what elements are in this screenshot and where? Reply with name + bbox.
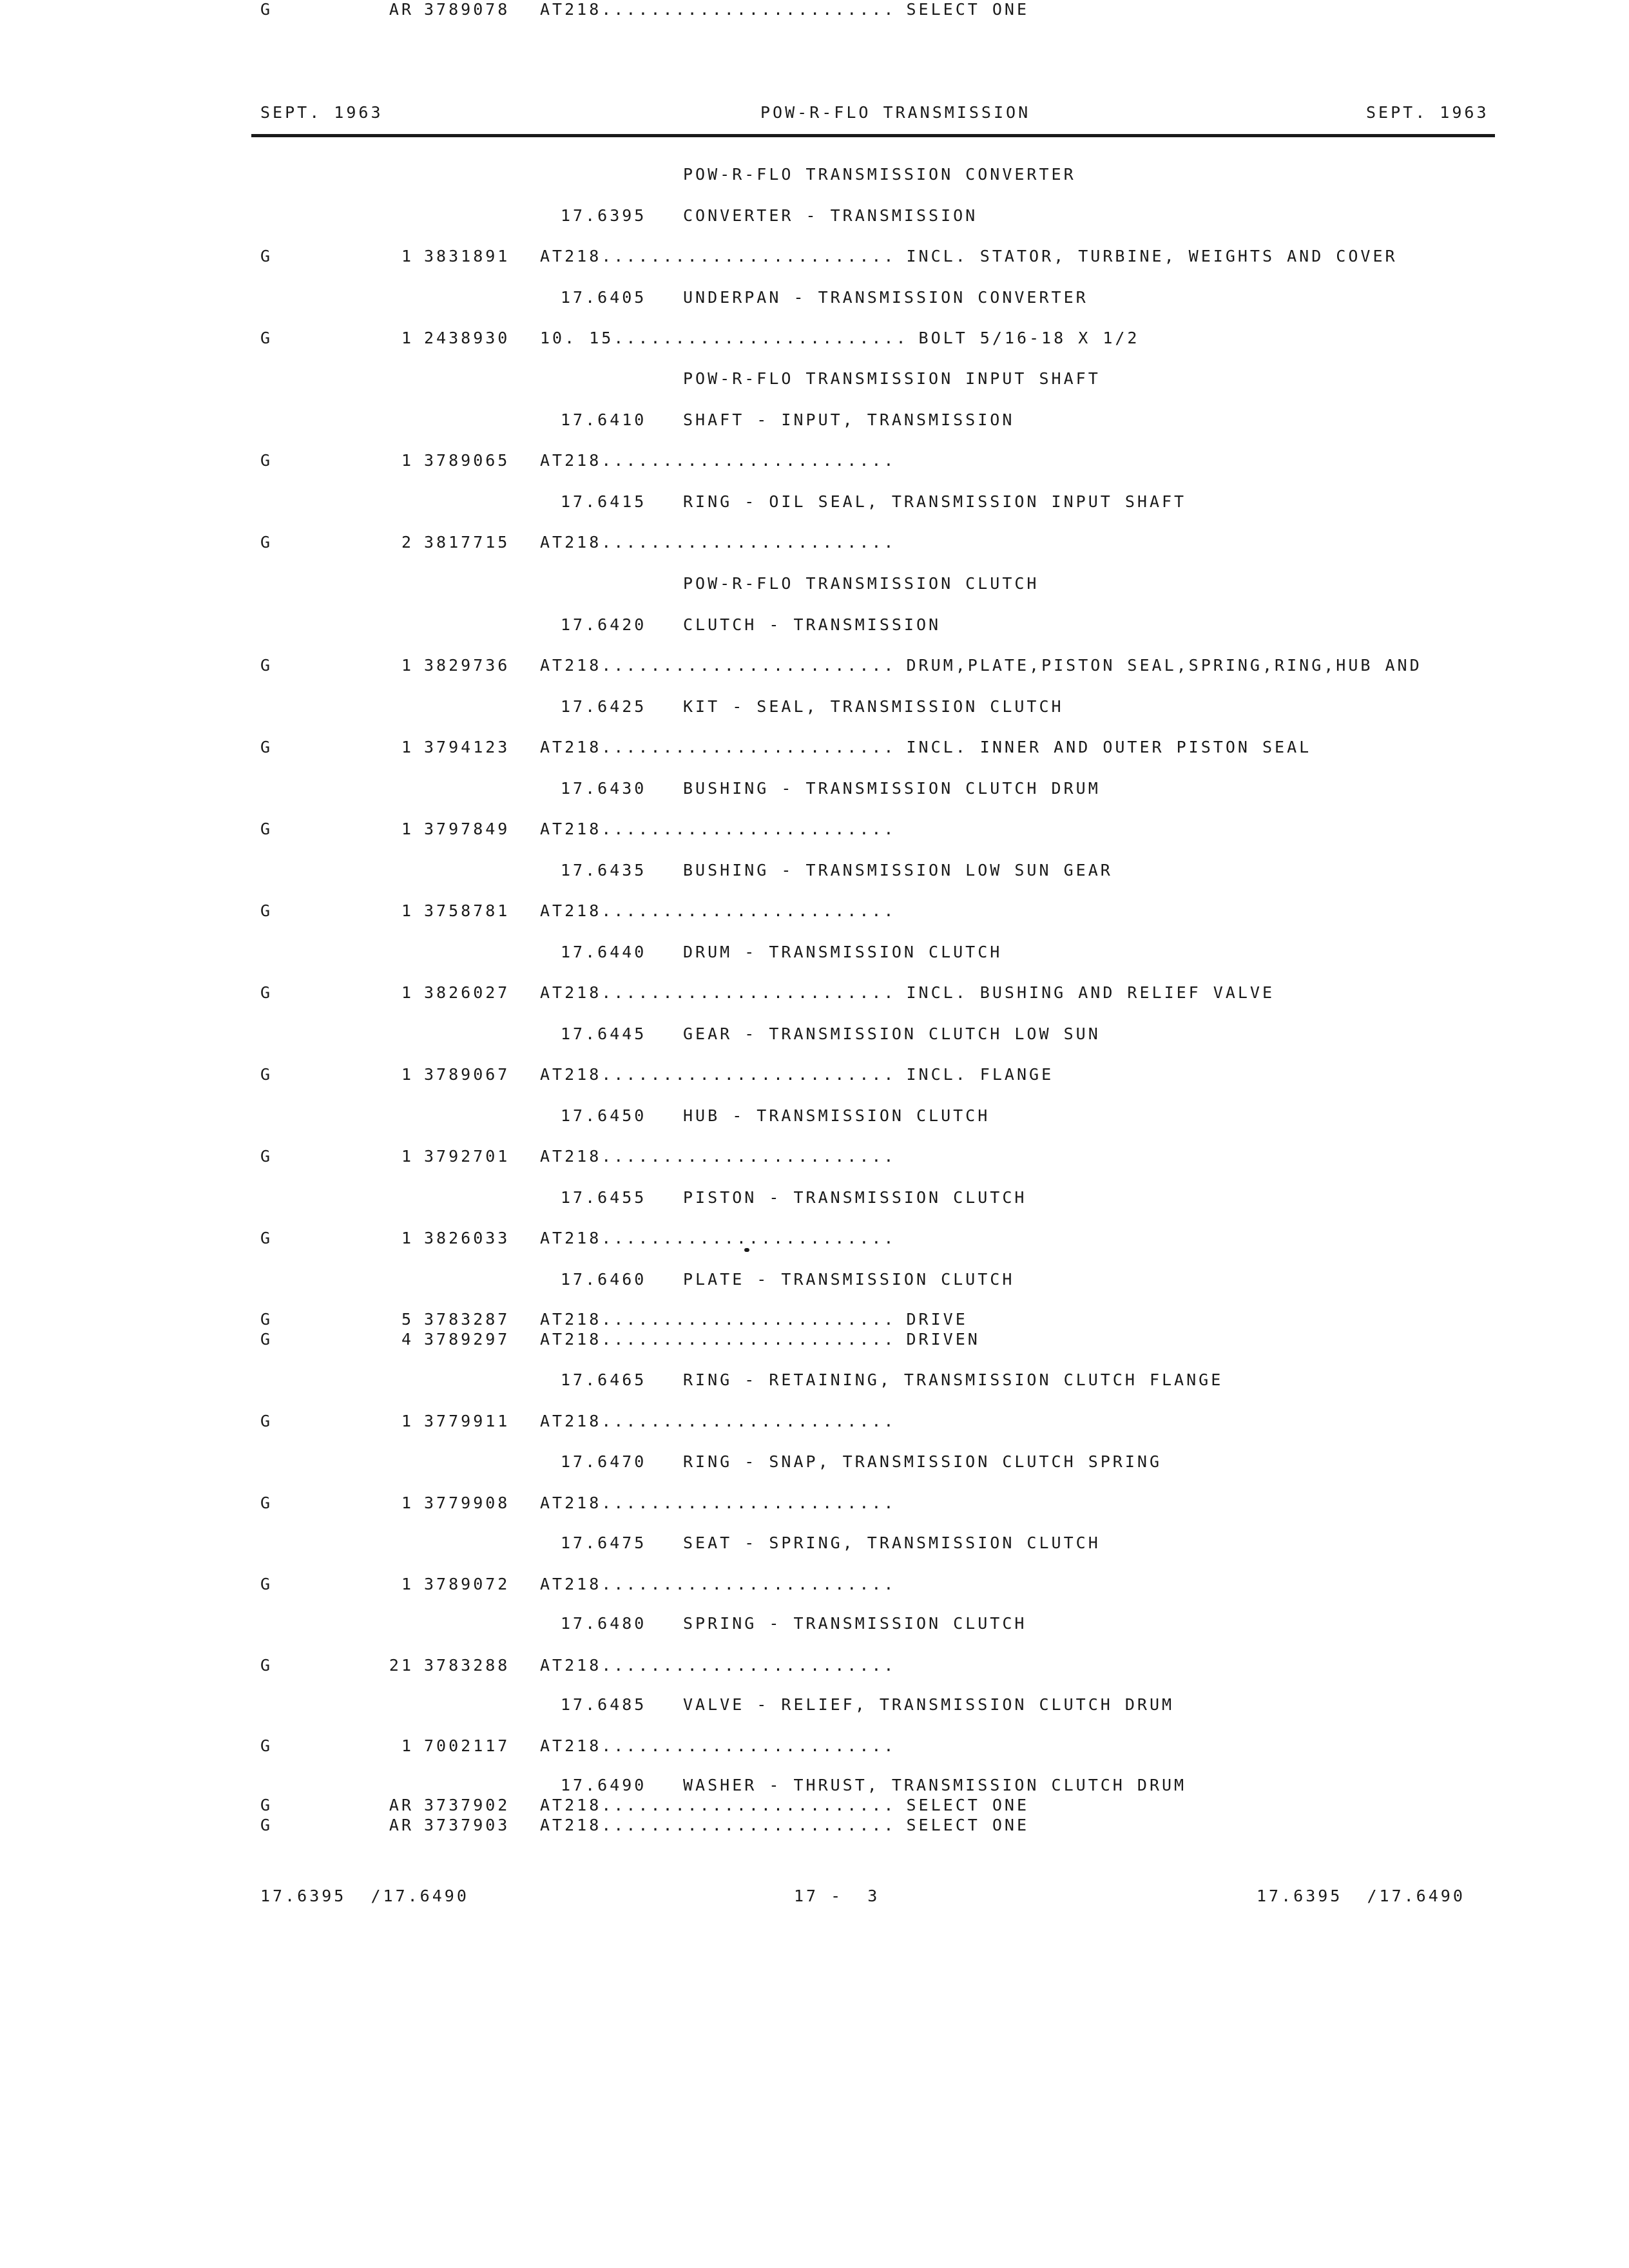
source-code: G bbox=[260, 983, 273, 1002]
group-title: SPRING - TRANSMISSION CLUTCH bbox=[683, 1614, 1027, 1633]
model-code: AT218........................ bbox=[540, 451, 896, 470]
part-quantity: 1 bbox=[401, 329, 414, 347]
source-code: G bbox=[260, 1494, 273, 1512]
group-heading bbox=[561, 615, 941, 635]
part-quantity: 21 bbox=[389, 1656, 414, 1675]
model-code: AT218........................ bbox=[540, 1736, 896, 1755]
group-title: DRUM - TRANSMISSION CLUTCH bbox=[683, 943, 1003, 961]
part-number: 3783287 bbox=[424, 1310, 510, 1329]
part-description: SELECT ONE bbox=[906, 0, 1030, 19]
part-number: 3826033 bbox=[424, 1229, 510, 1247]
header-date-right: SEPT. 1963 bbox=[1366, 103, 1489, 122]
section-title: POW-R-FLO TRANSMISSION CLUTCH bbox=[683, 574, 1039, 593]
part-description: BOLT 5/16-18 X 1/2 bbox=[918, 329, 1140, 347]
part-row bbox=[367, 1412, 907, 1431]
model-code: AT218........................ bbox=[540, 656, 896, 675]
group-title: WASHER - THRUST, TRANSMISSION CLUTCH DRUM bbox=[683, 1776, 1187, 1794]
group-title: GEAR - TRANSMISSION CLUTCH LOW SUN bbox=[683, 1024, 1101, 1043]
group-number: 17.6440 bbox=[561, 943, 647, 961]
group-heading bbox=[561, 1270, 1014, 1289]
part-row bbox=[367, 247, 1398, 266]
group-title: PLATE - TRANSMISSION CLUTCH bbox=[683, 1270, 1015, 1289]
part-quantity: 1 bbox=[401, 1494, 414, 1512]
part-description: INCL. INNER AND OUTER PISTON SEAL bbox=[906, 738, 1312, 756]
part-description: SELECT ONE bbox=[906, 1816, 1030, 1834]
group-title: SEAT - SPRING, TRANSMISSION CLUTCH bbox=[683, 1533, 1101, 1552]
source-code: G bbox=[260, 1330, 273, 1349]
part-number: 3737903 bbox=[424, 1816, 510, 1834]
group-number: 17.6395 bbox=[561, 206, 647, 225]
model-code: AT218........................ bbox=[540, 1494, 896, 1512]
model-code: AT218........................ bbox=[540, 533, 896, 552]
group-heading bbox=[561, 779, 1101, 798]
part-number: 3783288 bbox=[424, 1656, 510, 1675]
source-code: G bbox=[260, 656, 273, 675]
model-code: AT218........................ bbox=[540, 1229, 896, 1247]
part-quantity: 1 bbox=[401, 820, 414, 838]
part-row bbox=[367, 1147, 907, 1166]
part-quantity: 2 bbox=[401, 533, 414, 552]
part-number: 3737902 bbox=[424, 1796, 510, 1814]
group-number: 17.6425 bbox=[561, 697, 647, 716]
model-code: AT218........................ bbox=[540, 1310, 896, 1329]
group-number: 17.6405 bbox=[561, 288, 647, 307]
group-heading bbox=[561, 206, 978, 226]
part-quantity: 1 bbox=[401, 1065, 414, 1084]
part-row bbox=[367, 1330, 980, 1349]
group-title: UNDERPAN - TRANSMISSION CONVERTER bbox=[683, 288, 1088, 307]
part-number: 3829736 bbox=[424, 656, 510, 675]
header-date-left: SEPT. 1963 bbox=[260, 103, 383, 122]
part-quantity: AR bbox=[389, 1816, 414, 1834]
source-code: G bbox=[260, 1310, 273, 1329]
group-title: CLUTCH - TRANSMISSION bbox=[683, 615, 941, 634]
model-code: AT218........................ bbox=[540, 901, 896, 920]
part-quantity: AR bbox=[389, 1796, 414, 1814]
part-number: 3797849 bbox=[424, 820, 510, 838]
group-title: CONVERTER - TRANSMISSION bbox=[683, 206, 978, 225]
part-number: 3758781 bbox=[424, 901, 510, 920]
part-row bbox=[367, 1229, 907, 1248]
part-row bbox=[367, 1816, 1029, 1835]
group-heading bbox=[561, 288, 1088, 307]
group-number: 17.6485 bbox=[561, 1695, 647, 1714]
group-heading bbox=[561, 492, 1186, 512]
part-row bbox=[367, 1575, 907, 1594]
part-quantity: 1 bbox=[401, 1736, 414, 1755]
group-title: BUSHING - TRANSMISSION LOW SUN GEAR bbox=[683, 861, 1113, 879]
footer-page-number: 17 - 3 bbox=[794, 1887, 880, 1905]
model-code: AT218........................ bbox=[540, 0, 896, 19]
part-number: 3779908 bbox=[424, 1494, 510, 1512]
group-number: 17.6415 bbox=[561, 492, 647, 511]
part-number: 3789065 bbox=[424, 451, 510, 470]
part-row bbox=[367, 1736, 907, 1756]
group-number: 17.6420 bbox=[561, 615, 647, 634]
part-row bbox=[367, 1310, 968, 1329]
model-code: AT218........................ bbox=[540, 983, 896, 1002]
part-description: SELECT ONE bbox=[906, 1796, 1030, 1814]
group-number: 17.6445 bbox=[561, 1024, 647, 1043]
model-code: AT218........................ bbox=[540, 1816, 896, 1834]
part-number: 3789072 bbox=[424, 1575, 510, 1593]
part-number: 3792701 bbox=[424, 1147, 510, 1166]
part-row bbox=[367, 983, 1275, 1003]
print-speck bbox=[744, 1248, 749, 1252]
group-number: 17.6470 bbox=[561, 1452, 647, 1471]
footer-range-right: 17.6395 /17.6490 bbox=[1257, 1887, 1465, 1905]
part-number: 3789067 bbox=[424, 1065, 510, 1084]
group-number: 17.6430 bbox=[561, 779, 647, 798]
source-code: G bbox=[260, 820, 273, 838]
group-heading bbox=[561, 1024, 1101, 1044]
group-heading bbox=[561, 1188, 1027, 1207]
model-code: AT218........................ bbox=[540, 1147, 896, 1166]
part-quantity: 1 bbox=[401, 901, 414, 920]
group-number: 17.6435 bbox=[561, 861, 647, 879]
group-number: 17.6465 bbox=[561, 1370, 647, 1389]
group-title: RING - OIL SEAL, TRANSMISSION INPUT SHAFT bbox=[683, 492, 1187, 511]
part-row bbox=[367, 329, 1139, 348]
part-row bbox=[367, 1656, 907, 1675]
source-code: G bbox=[260, 1575, 273, 1593]
part-quantity: 1 bbox=[401, 738, 414, 756]
part-description: INCL. BUSHING AND RELIEF VALVE bbox=[906, 983, 1275, 1002]
part-quantity: 4 bbox=[401, 1330, 414, 1349]
source-code: G bbox=[260, 329, 273, 347]
group-number: 17.6410 bbox=[561, 410, 647, 429]
source-code: G bbox=[260, 533, 273, 552]
part-number: 3779911 bbox=[424, 1412, 510, 1430]
group-heading bbox=[561, 697, 1064, 716]
part-row bbox=[367, 1065, 1054, 1084]
model-code: AT218........................ bbox=[540, 1330, 896, 1349]
group-heading bbox=[561, 1370, 1223, 1390]
part-number: 3794123 bbox=[424, 738, 510, 756]
part-description: INCL. STATOR, TURBINE, WEIGHTS AND COVER bbox=[906, 247, 1398, 265]
model-code: AT218........................ bbox=[540, 1575, 896, 1593]
part-description: DRIVE bbox=[906, 1310, 968, 1329]
part-row bbox=[367, 451, 907, 470]
group-title: HUB - TRANSMISSION CLUTCH bbox=[683, 1106, 990, 1125]
model-code: AT218........................ bbox=[540, 820, 896, 838]
source-code: G bbox=[260, 901, 273, 920]
part-description: INCL. FLANGE bbox=[906, 1065, 1054, 1084]
group-title: VALVE - RELIEF, TRANSMISSION CLUTCH DRUM bbox=[683, 1695, 1175, 1714]
group-number: 17.6475 bbox=[561, 1533, 647, 1552]
part-quantity: 5 bbox=[401, 1310, 414, 1329]
source-code: G bbox=[260, 738, 273, 756]
model-code: AT218........................ bbox=[540, 1065, 896, 1084]
part-quantity: 1 bbox=[401, 656, 414, 675]
source-code: G bbox=[260, 1147, 273, 1166]
part-quantity: 1 bbox=[401, 1147, 414, 1166]
model-code: AT218........................ bbox=[540, 738, 896, 756]
part-quantity: 1 bbox=[401, 247, 414, 265]
group-title: PISTON - TRANSMISSION CLUTCH bbox=[683, 1188, 1027, 1207]
part-quantity: 1 bbox=[401, 1575, 414, 1593]
part-quantity: 1 bbox=[401, 1229, 414, 1247]
group-title: BUSHING - TRANSMISSION CLUTCH DRUM bbox=[683, 779, 1101, 798]
part-row bbox=[367, 533, 907, 552]
group-heading bbox=[561, 1533, 1101, 1553]
part-description: DRIVEN bbox=[906, 1330, 980, 1349]
model-code: AT218........................ bbox=[540, 1656, 896, 1675]
source-code: G bbox=[260, 1736, 273, 1755]
group-heading bbox=[561, 1776, 1186, 1795]
group-heading bbox=[561, 410, 1014, 430]
part-number: 7002117 bbox=[424, 1736, 510, 1755]
source-code: G bbox=[260, 1656, 273, 1675]
part-row bbox=[367, 656, 1422, 675]
source-code: G bbox=[260, 1796, 273, 1814]
model-code: AT218........................ bbox=[540, 1412, 896, 1430]
part-quantity: 1 bbox=[401, 451, 414, 470]
part-number: 3789078 bbox=[424, 0, 510, 19]
part-row bbox=[367, 738, 1311, 757]
group-heading bbox=[561, 861, 1113, 880]
group-number: 17.6460 bbox=[561, 1270, 647, 1289]
section-title: POW-R-FLO TRANSMISSION INPUT SHAFT bbox=[683, 369, 1101, 388]
header-rule bbox=[251, 134, 1495, 137]
source-code: G bbox=[260, 0, 273, 19]
group-number: 17.6480 bbox=[561, 1614, 647, 1633]
part-number: 3789297 bbox=[424, 1330, 510, 1349]
part-number: 3826027 bbox=[424, 983, 510, 1002]
part-quantity: AR bbox=[389, 0, 414, 19]
source-code: G bbox=[260, 1816, 273, 1834]
group-number: 17.6450 bbox=[561, 1106, 647, 1125]
part-quantity: 1 bbox=[401, 1412, 414, 1430]
group-number: 17.6455 bbox=[561, 1188, 647, 1207]
model-code: AT218........................ bbox=[540, 1796, 896, 1814]
part-number: 2438930 bbox=[424, 329, 510, 347]
group-heading bbox=[561, 1452, 1162, 1472]
part-row bbox=[367, 1796, 1029, 1815]
part-number: 3817715 bbox=[424, 533, 510, 552]
header-title: POW-R-FLO TRANSMISSION bbox=[760, 103, 1031, 122]
group-heading bbox=[561, 1695, 1174, 1715]
part-row bbox=[367, 0, 1029, 19]
group-number: 17.6490 bbox=[561, 1776, 647, 1794]
group-title: RING - SNAP, TRANSMISSION CLUTCH SPRING bbox=[683, 1452, 1162, 1471]
group-heading bbox=[561, 1106, 990, 1126]
part-row bbox=[367, 901, 907, 921]
part-number: 3831891 bbox=[424, 247, 510, 265]
source-code: G bbox=[260, 451, 273, 470]
model-code: AT218........................ bbox=[540, 247, 896, 265]
source-code: G bbox=[260, 1065, 273, 1084]
footer-range-left: 17.6395 /17.6490 bbox=[260, 1887, 469, 1905]
part-row bbox=[367, 1494, 907, 1513]
group-heading bbox=[561, 1614, 1027, 1633]
part-row bbox=[367, 820, 907, 839]
group-title: KIT - SEAL, TRANSMISSION CLUTCH bbox=[683, 697, 1064, 716]
part-quantity: 1 bbox=[401, 983, 414, 1002]
group-heading bbox=[561, 943, 1002, 962]
group-title: RING - RETAINING, TRANSMISSION CLUTCH FLANGE bbox=[683, 1370, 1224, 1389]
section-title: POW-R-FLO TRANSMISSION CONVERTER bbox=[683, 165, 1076, 184]
source-code: G bbox=[260, 247, 273, 265]
group-title: SHAFT - INPUT, TRANSMISSION bbox=[683, 410, 1015, 429]
part-description: DRUM,PLATE,PISTON SEAL,SPRING,RING,HUB AND bbox=[906, 656, 1422, 675]
source-code: G bbox=[260, 1229, 273, 1247]
model-code: 10. 15........................ bbox=[540, 329, 909, 347]
source-code: G bbox=[260, 1412, 273, 1430]
